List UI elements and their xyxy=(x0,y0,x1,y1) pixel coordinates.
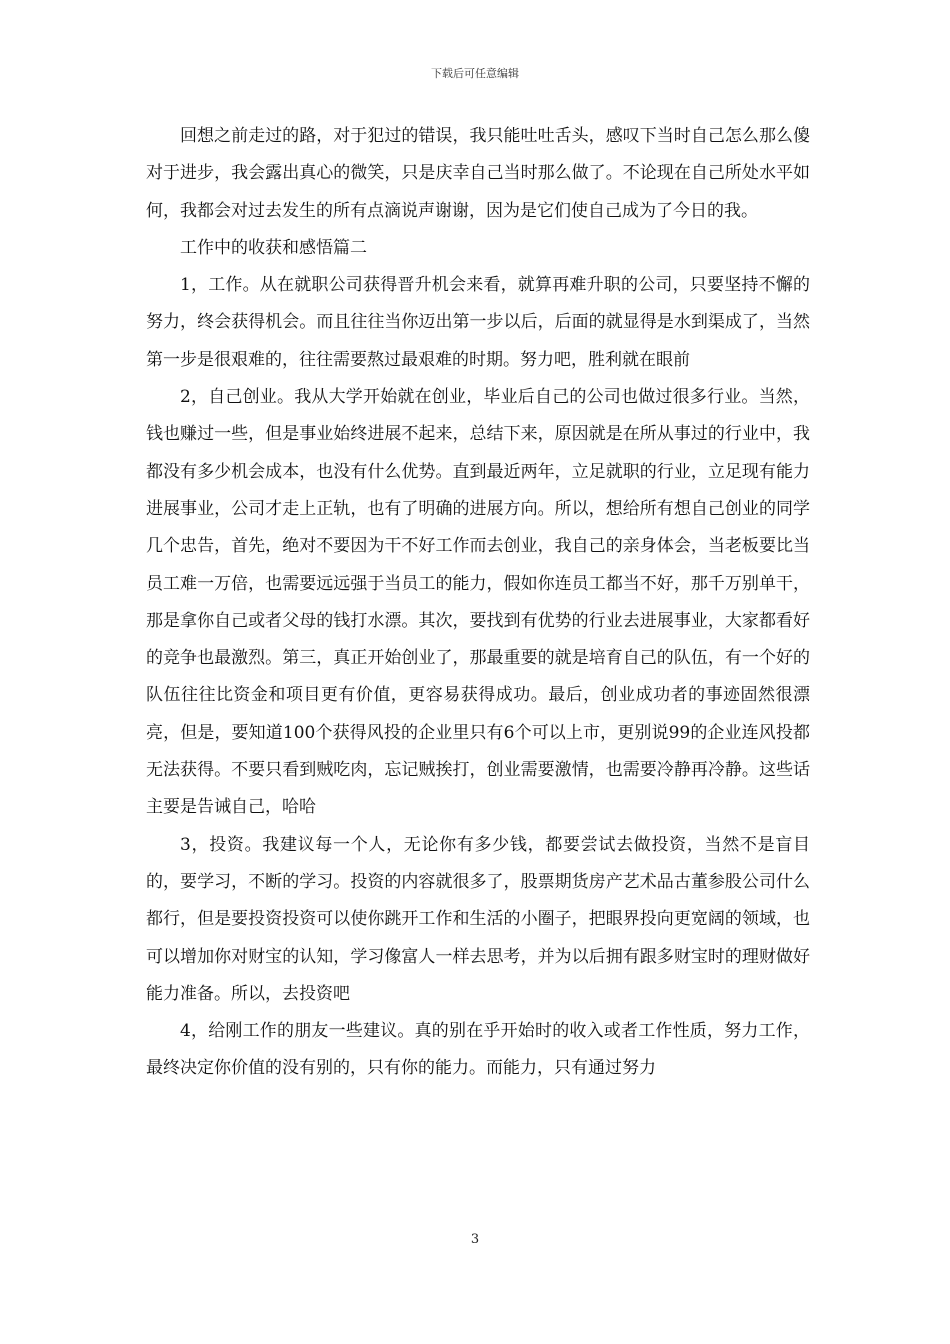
page-header: 下载后可任意编辑 xyxy=(431,67,519,80)
paragraph-reflection: 回想之前走过的路，对于犯过的错误，我只能吐吐舌头，感叹下当时自己怎么那么傻对于进步，我会露出真心的微笑，只是庆幸自己当时那么做了。不论现在自己所处水平如何，我都会对过去发生的所有点滴说声谢谢，因为是它们使自己成为了今日的我。 xyxy=(146,126,810,221)
page-number: 3 xyxy=(470,1232,480,1247)
paragraph-advice: 4，给刚工作的朋友一些建议。真的别在乎开始时的收入或者工作性质，努力工作，最终决定你价值的没有别的，只有你的能力。而能力，只有通过努力 xyxy=(146,1021,810,1079)
paragraph-work: 1，工作。从在就职公司获得晋升机会来看，就算再难升职的公司，只要坚持不懈的努力，终会获得机会。而且往往当你迈出第一步以后，后面的就显得是水到渠成了，当然第一步是很艰难的，往往需要熬过最艰难的时期。努力吧，胜利就在眼前 xyxy=(146,275,810,370)
paragraph-entrepreneurship: 2，自己创业。我从大学开始就在创业，毕业后自己的公司也做过很多行业。当然，钱也赚过一些，但是事业始终进展不起来，总结下来，原因就是在所从事过的行业中，我都没有多少机会成本，也没有什么优势。直到最近两年，立足就职的行业，立足现有能力进展事业，公司才走上正轨，也有了明确的进展方向。所以，想给所有想自己创业的同学几个忠告，首先，绝对不要因为干不好工作而去创业，我自己的亲身体会，当老板要比当员工难一万倍，也需要远远强于当员工的能力，假如你连员工都当不好，那千万别单干，那是拿你自己或者父母的钱打水漂。其次，要找到有优势的行业去进展事业，大家都看好的竞争也最激烈。第三，真正开始创业了，那最重要的就是培育自己的队伍，有一个好的队伍往往比资金和项目更有价值，更容易获得成功。最后，创业成功者的事迹固然很漂亮，但是，要知道100个获得风投的企业里只有6个可以上市，更别说99的企业连风投都无法获得。不要只看到贼吃肉，忘记贼挨打，创业需要激情，也需要冷静再冷静。这些话主要是告诫自己，哈哈 xyxy=(146,387,810,818)
paragraph-investment: 3，投资。我建议每一个人，无论你有多少钱，都要尝试去做投资，当然不是盲目的，要学习，不断的学习。投资的内容就很多了，股票期货房产艺术品古董参股公司什么都行，但是要投资投资可以使你跳开工作和生活的小圈子，把眼界投向更宽阔的领域，也可以增加你对财宝的认知，学习像富人一样去思考，并为以后拥有跟多财宝时的理财做好能力准备。所以，去投资吧 xyxy=(146,834,810,1004)
document-body xyxy=(146,118,810,1088)
section-heading: 工作中的收获和感悟篇二 xyxy=(180,237,367,258)
